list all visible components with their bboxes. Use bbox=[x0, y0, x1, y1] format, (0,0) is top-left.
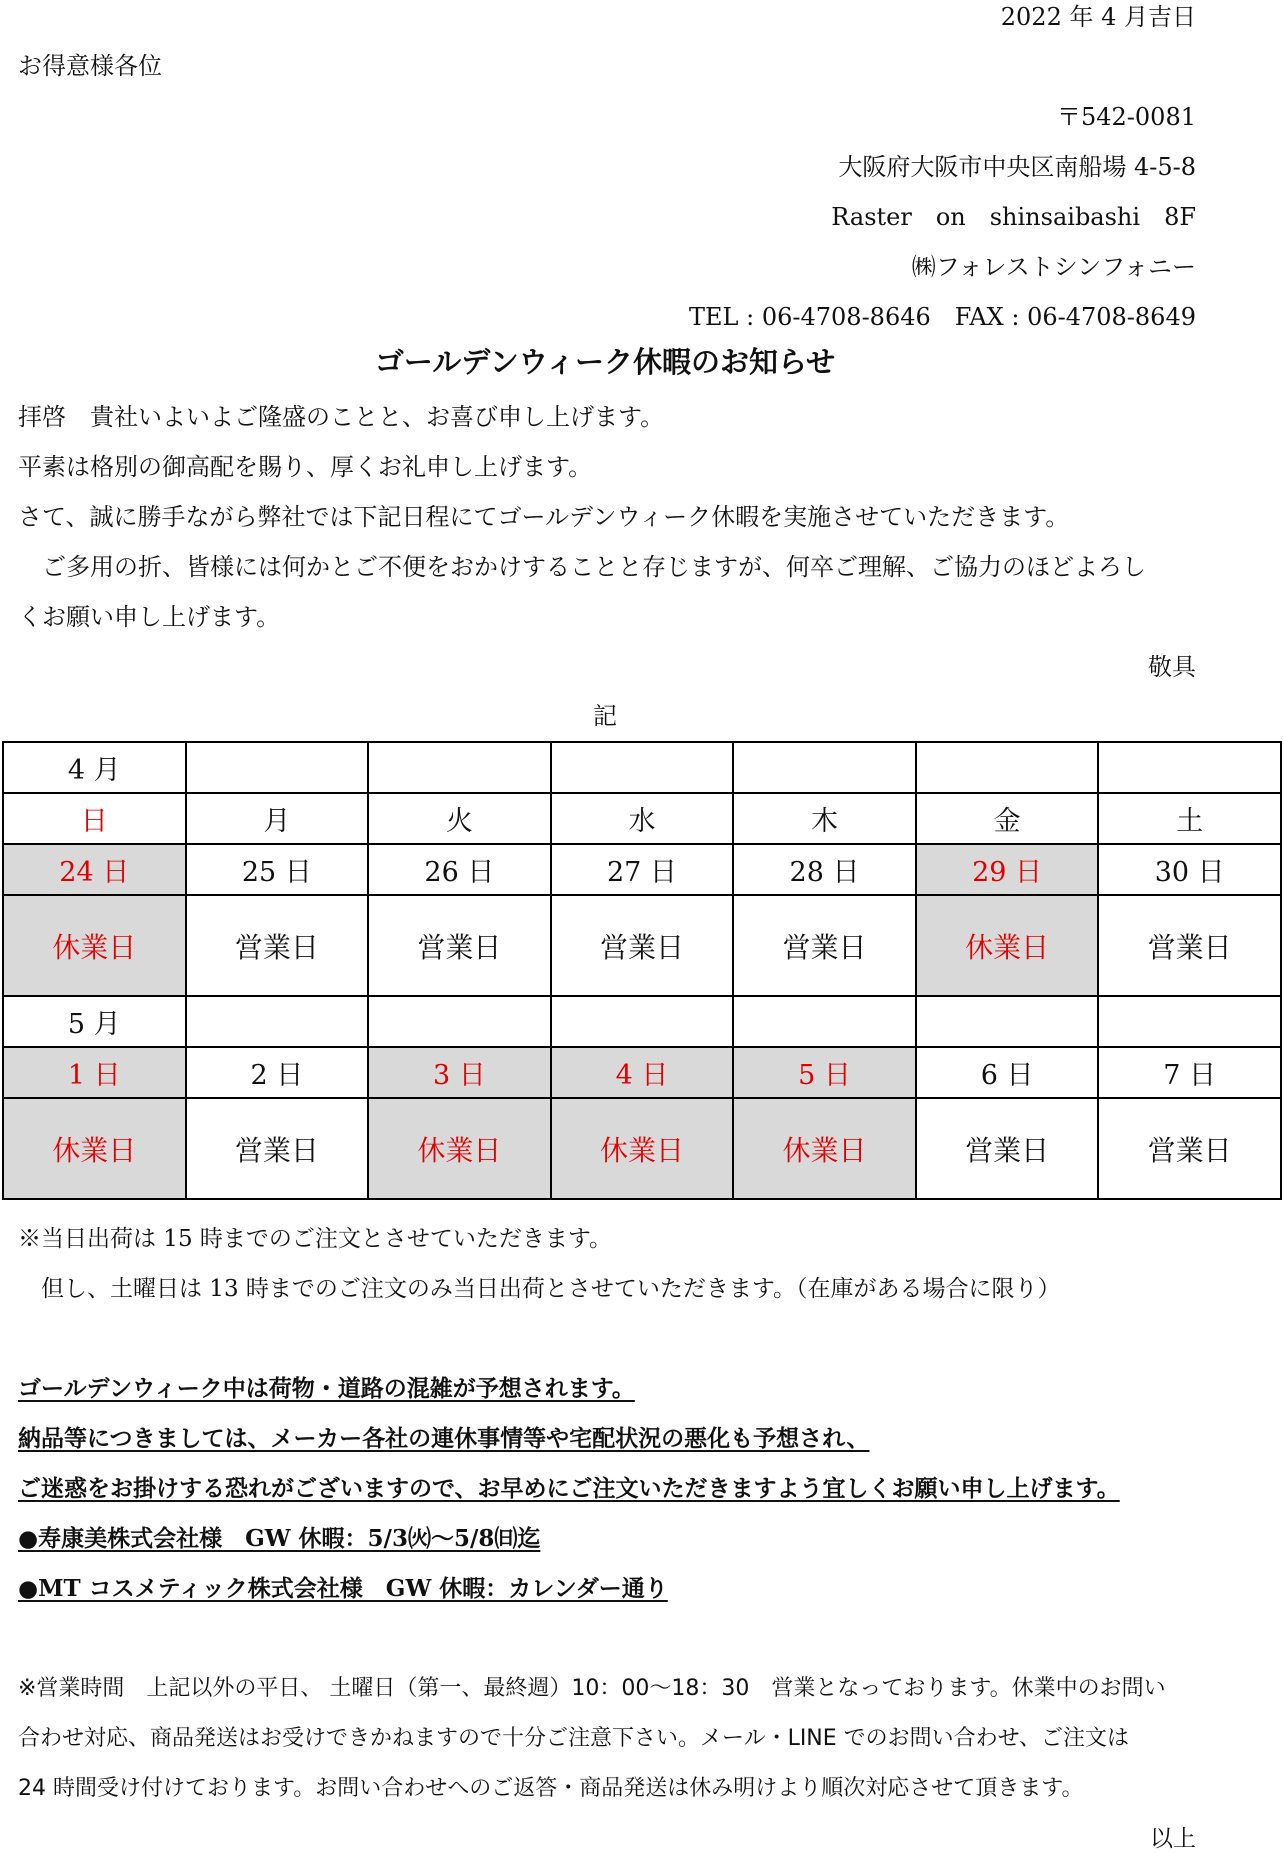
body-line-1: 拝啓 貴社いよいよご隆盛のことと、お喜び申し上げます。 bbox=[18, 403, 665, 431]
weekday-tue: 火 bbox=[368, 793, 551, 844]
holiday-calendar bbox=[2, 741, 1282, 1200]
status-cell: 営業日 bbox=[551, 895, 734, 996]
status-cell: 休業日 bbox=[551, 1098, 734, 1199]
page-title: ゴールデンウィーク休暇のお知らせ bbox=[374, 345, 836, 379]
day-cell: 26 日 bbox=[368, 844, 551, 895]
weekday-sat: 土 bbox=[1098, 793, 1281, 844]
day-cell: 3 日 bbox=[368, 1047, 551, 1098]
end-mark: 以上 bbox=[1150, 1826, 1196, 1852]
postal-code: 〒542-0081 bbox=[1057, 103, 1196, 131]
day-cell: 2 日 bbox=[186, 1047, 369, 1098]
recipient: お得意様各位 bbox=[18, 52, 162, 80]
status-cell: 休業日 bbox=[733, 1098, 916, 1199]
status-cell: 営業日 bbox=[916, 1098, 1099, 1199]
status-cell: 営業日 bbox=[368, 895, 551, 996]
status-cell: 営業日 bbox=[1098, 895, 1281, 996]
warning-line-1: ゴールデンウィーク中は荷物・道路の混雑が予想されます。 bbox=[18, 1375, 635, 1402]
status-cell: 休業日 bbox=[3, 1098, 186, 1199]
weekday-mon: 月 bbox=[186, 793, 369, 844]
month-label-may: 5 月 bbox=[3, 996, 186, 1047]
day-cell: 4 日 bbox=[551, 1047, 734, 1098]
day-cell: 30 日 bbox=[1098, 844, 1281, 895]
status-cell: 休業日 bbox=[3, 895, 186, 996]
warning-line-2: 納品等につきましては、メーカー各社の連休事情等や宅配状況の悪化も予想され、 bbox=[18, 1425, 870, 1452]
shipping-note-2: 但し、土曜日は 13 時までのご注文のみ当日出荷とさせていただきます。（在庫がある場合に限り） bbox=[18, 1276, 1061, 1302]
business-hours-line-2: 合わせ対応、商品発送はお受けできかねますので十分ご注意下さい。メール・LINE でのお問い合わせ、ご注文は bbox=[18, 1726, 1129, 1751]
day-cell: 1 日 bbox=[3, 1047, 186, 1098]
status-cell: 営業日 bbox=[186, 895, 369, 996]
weekday-thu: 木 bbox=[733, 793, 916, 844]
building: Raster on shinsaibashi 8F bbox=[831, 203, 1196, 231]
issue-date: 2022 年 4 月吉日 bbox=[1000, 3, 1196, 31]
body-line-3: さて、誠に勝手ながら弊社では下記日程にてゴールデンウィーク休暇を実施させていただきます。 bbox=[18, 503, 1070, 531]
ki-heading: 記 bbox=[593, 702, 617, 730]
status-cell: 営業日 bbox=[186, 1098, 369, 1199]
closing: 敬具 bbox=[1148, 653, 1196, 681]
business-hours-line-3: 24 時間受け付けております。お問い合わせへのご返答・商品発送は休み明けより順次対応させて頂きます。 bbox=[18, 1776, 1084, 1801]
day-cell: 29 日 bbox=[916, 844, 1099, 895]
day-cell: 5 日 bbox=[733, 1047, 916, 1098]
day-cell: 24 日 bbox=[3, 844, 186, 895]
day-cell: 6 日 bbox=[916, 1047, 1099, 1098]
status-cell: 休業日 bbox=[916, 895, 1099, 996]
maker-holiday-2: ●MT コスメティック株式会社様 GW 休暇：カレンダー通り bbox=[18, 1575, 668, 1602]
business-hours-line-1: ※営業時間 上記以外の平日、 土曜日（第一、最終週）10：00～18：30 営業となっております。休業中のお問い bbox=[18, 1676, 1166, 1701]
body-line-2: 平素は格別の御高配を賜り、厚くお礼申し上げます。 bbox=[18, 453, 593, 481]
body-line-5: くお願い申し上げます。 bbox=[18, 603, 281, 631]
day-cell: 28 日 bbox=[733, 844, 916, 895]
shipping-note-1: ※当日出荷は 15 時までのご注文とさせていただきます。 bbox=[18, 1226, 613, 1252]
contact-info: TEL : 06-4708-8646 FAX : 06-4708-8649 bbox=[689, 303, 1196, 331]
weekday-wed: 水 bbox=[551, 793, 734, 844]
day-cell: 25 日 bbox=[186, 844, 369, 895]
maker-holiday-1: ●寿康美株式会社様 GW 休暇：5/3㈫～5/8㈰迄 bbox=[18, 1525, 541, 1552]
warning-line-3: ご迷惑をお掛けする恐れがございますので、お早めにご注文いただきますよう宜しくお願い申し上げます。 bbox=[18, 1475, 1120, 1502]
day-cell: 27 日 bbox=[551, 844, 734, 895]
weekday-fri: 金 bbox=[916, 793, 1099, 844]
status-cell: 営業日 bbox=[1098, 1098, 1281, 1199]
month-label-april: 4 月 bbox=[3, 742, 186, 793]
status-cell: 休業日 bbox=[368, 1098, 551, 1199]
address: 大阪府大阪市中央区南船場 4-5-8 bbox=[838, 153, 1196, 181]
weekday-sun: 日 bbox=[3, 793, 186, 844]
body-line-4: ご多用の折、皆様には何かとご不便をおかけすることと存じますが、何卒ご理解、ご協力のほどよろし bbox=[18, 553, 1146, 581]
status-cell: 営業日 bbox=[733, 895, 916, 996]
company-name: ㈱フォレストシンフォニー bbox=[911, 253, 1196, 281]
day-cell: 7 日 bbox=[1098, 1047, 1281, 1098]
